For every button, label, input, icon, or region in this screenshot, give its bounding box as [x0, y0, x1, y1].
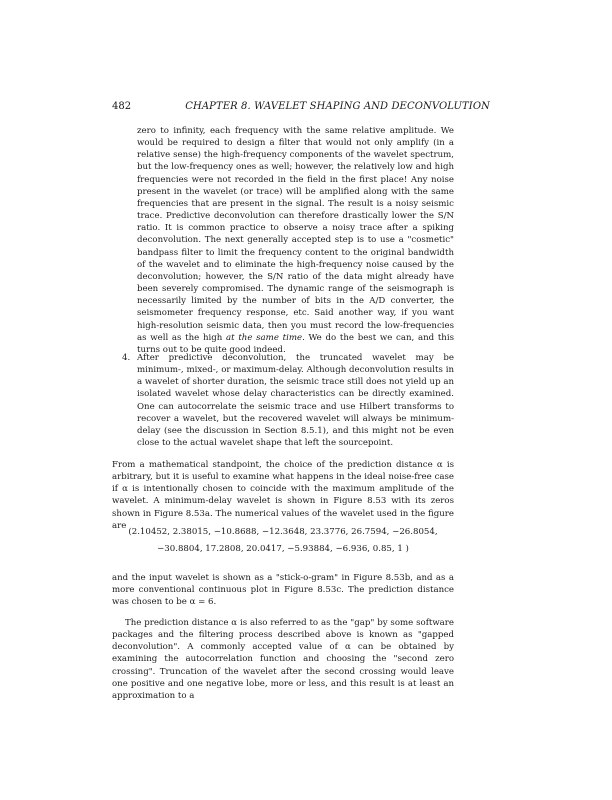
equation-line-1: (2.10452, 2.38015, −10.8688, −12.3648, 23.3776, 26.7594, −26.8054,: [128, 527, 438, 537]
wavelet-values-equation: [112, 524, 454, 558]
continuation-text-end: We do the best we can, and this turns out to be quite good indeed.: [137, 332, 454, 355]
equation-line-2: −30.8804, 17.2808, 20.0417, −5.93884, −6.936, 0.85, 1 ): [157, 544, 409, 554]
paragraph-input-wavelet: and the input wavelet is shown as a "stick-o-gram" in Figure 8.53b, and as a more conventional continuous plot in Figure 8.53c. The prediction distance was chosen to be α = 6.: [112, 573, 454, 608]
list-item-text: After predictive deconvolution, the truncated wavelet may be minimum-, mixed-, or maximum-delay. Although deconvolution results in a wavelet of shorter duration, the seismic trace still does not yield up an isolated wavelet whose delay characteristics can be directly examined. One can autocorrelate the seismic trace and use Hilbert transforms to recover a wavelet, but the recovered wavelet will always be minimum-delay (see the discussion in Section 8.5.1), and this might not be even close to the actual wavelet shape that left the sourcepoint.: [137, 353, 454, 449]
page-number: 482: [112, 101, 132, 112]
continuation-paragraph: [137, 125, 454, 356]
paragraph-gap: The prediction distance α is also referred to as the "gap" by some software packages and the filtering process described above is known as "gapped deconvolution". A commonly accepted value of α can be obtained by examining the autocorrelation function and choosing the "second zero crossing". Truncation of the wavelet after the second crossing would leave one positive and one negative lobe, more or less, and this result is at least an approximation to a: [112, 618, 454, 701]
list-item-4: [122, 352, 454, 449]
chapter-title: CHAPTER 8. WAVELET SHAPING AND DECONVOLUTION: [185, 101, 490, 112]
emphasis-same-time: at the same time.: [226, 332, 305, 343]
paragraph-prediction-distance: From a mathematical standpoint, the choice of the prediction distance α is arbitrary, but it is useful to examine what happens in the ideal noise-free case if α is intentionally chosen to coincide with the maximum amplitude of the wavelet. A minimum-delay wavelet is shown in Figure 8.53 with its zeros shown in Figure 8.53a. The numerical values of the wavelet used in the figure are: [112, 460, 454, 531]
list-item-label: 4.: [122, 353, 131, 363]
continuation-text: zero to infinity, each frequency with the same relative amplitude. We would be required to design a filter that would not only amplify (in a relative sense) the high-frequency components of the wavelet spectrum, but the low-frequency ones as well; however, the relatively low and high frequencies were not recorded in the field in the first place! Any noise present in the wavelet (or trace) will be amplified along with the same frequencies that are present in the signal. The result is a noisy seismic trace. Predictive deconvolution can therefore drastically lower the S/N ratio. It is common practice to observe a noisy trace after a spiking deconvolution. The next generally accepted step is to use a "cosmetic" bandpass filter to limit the frequency content to the original bandwidth of the wavelet and to eliminate the high-frequency noise caused by the deconvolution; however, the S/N ratio of the data might already have been severely compromised. The dynamic range of the seismograph is necessarily limited by the number of bits in the A/D converter, the seismometer frequency response, etc. Said another way, if you want high-resolution seismic data, then you must record the low-frequencies as well as the high: [137, 126, 454, 343]
